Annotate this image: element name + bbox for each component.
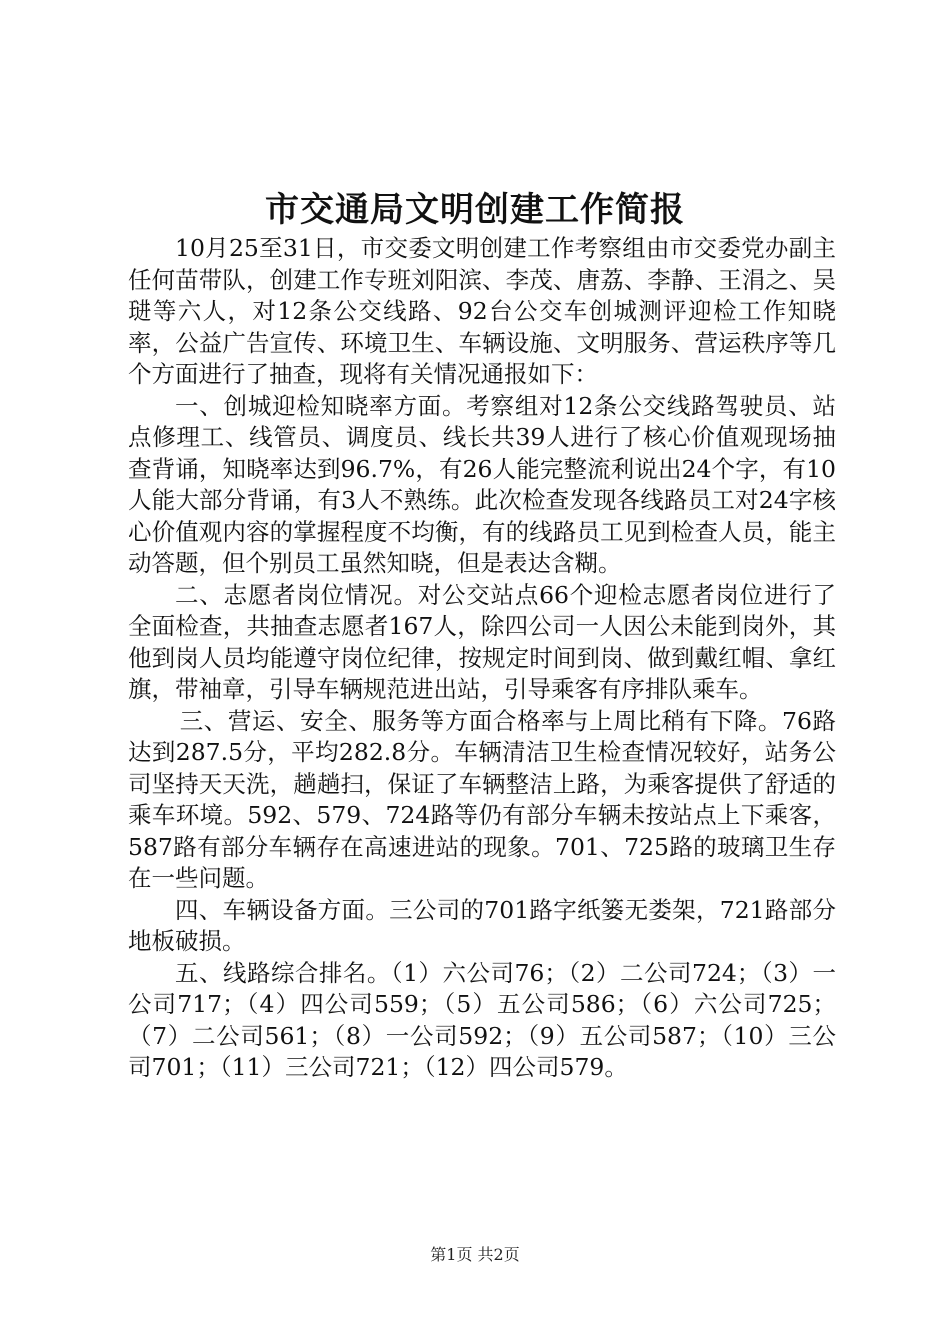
paragraph-equipment: 四、车辆设备方面。三公司的701路字纸篓无娄架，721路部分地板破损。: [128, 895, 836, 955]
document-title: 市交通局文明创建工作简报: [265, 190, 685, 230]
page-footer: 第1页 共2页: [430, 1245, 520, 1264]
paragraph-volunteers: 二、志愿者岗位情况。对公交站点66个迎检志愿者岗位进行了全面检查，共抽查志愿者167人，除四公司一人因公未能到岗外，其他到岗人员均能遵守岗位纪律，按规定时间到岗、做到戴红帽、拿红旗，带袖章，引导车辆规范进出站，引导乘客有序排队乘车。: [128, 580, 836, 703]
paragraph-ranking: 五、线路综合排名。（1）六公司76；（2）二公司724；（3）一公司717；（4）四公司559；（5）五公司586；（6）六公司725；（7）二公司561；（8）一公司592；（9）五公司587；（10）三公司701；（11）三公司721；（12）四公司579。: [128, 958, 836, 1081]
paragraph-awareness: 一、创城迎检知晓率方面。考察组对12条公交线路驾驶员、站点修理工、线管员、调度员、线长共39人进行了核心价值观现场抽查背诵，知晓率达到96.7%，有26人能完整流利说出24个字，有10人能大部分背诵，有3人不熟练。此次检查发现各线路员工对24字核心价值观内容的掌握程度不均衡，有的线路员工见到检查人员，能主动答题，但个别员工虽然知晓，但是表达含糊。: [128, 391, 836, 577]
paragraph-intro: 10月25至31日，市交委文明创建工作考察组由市交委党办副主任何苗带队，创建工作专班刘阳滨、李茂、唐荔、李静、王涓之、吴琎等六人，对12条公交线路、92台公交车创城测评迎检工作知晓率，公益广告宣传、环境卫生、车辆设施、文明服务、营运秩序等几个方面进行了抽查，现将有关情况通报如下：: [128, 234, 836, 388]
document-body: [128, 233, 836, 1084]
paragraph-operations: 三、营运、安全、服务等方面合格率与上周比稍有下降。76路达到287.5分，平均282.8分。车辆清洁卫生检查情况较好，站务公司坚持天天洗，趟趟扫，保证了车辆整洁上路，为乘客提供了舒适的乘车环境。592、579、724路等仍有部分车辆未按站点上下乘客，587路有部分车辆存在高速进站的现象。701、725路的玻璃卫生存在一些问题。: [128, 706, 836, 892]
